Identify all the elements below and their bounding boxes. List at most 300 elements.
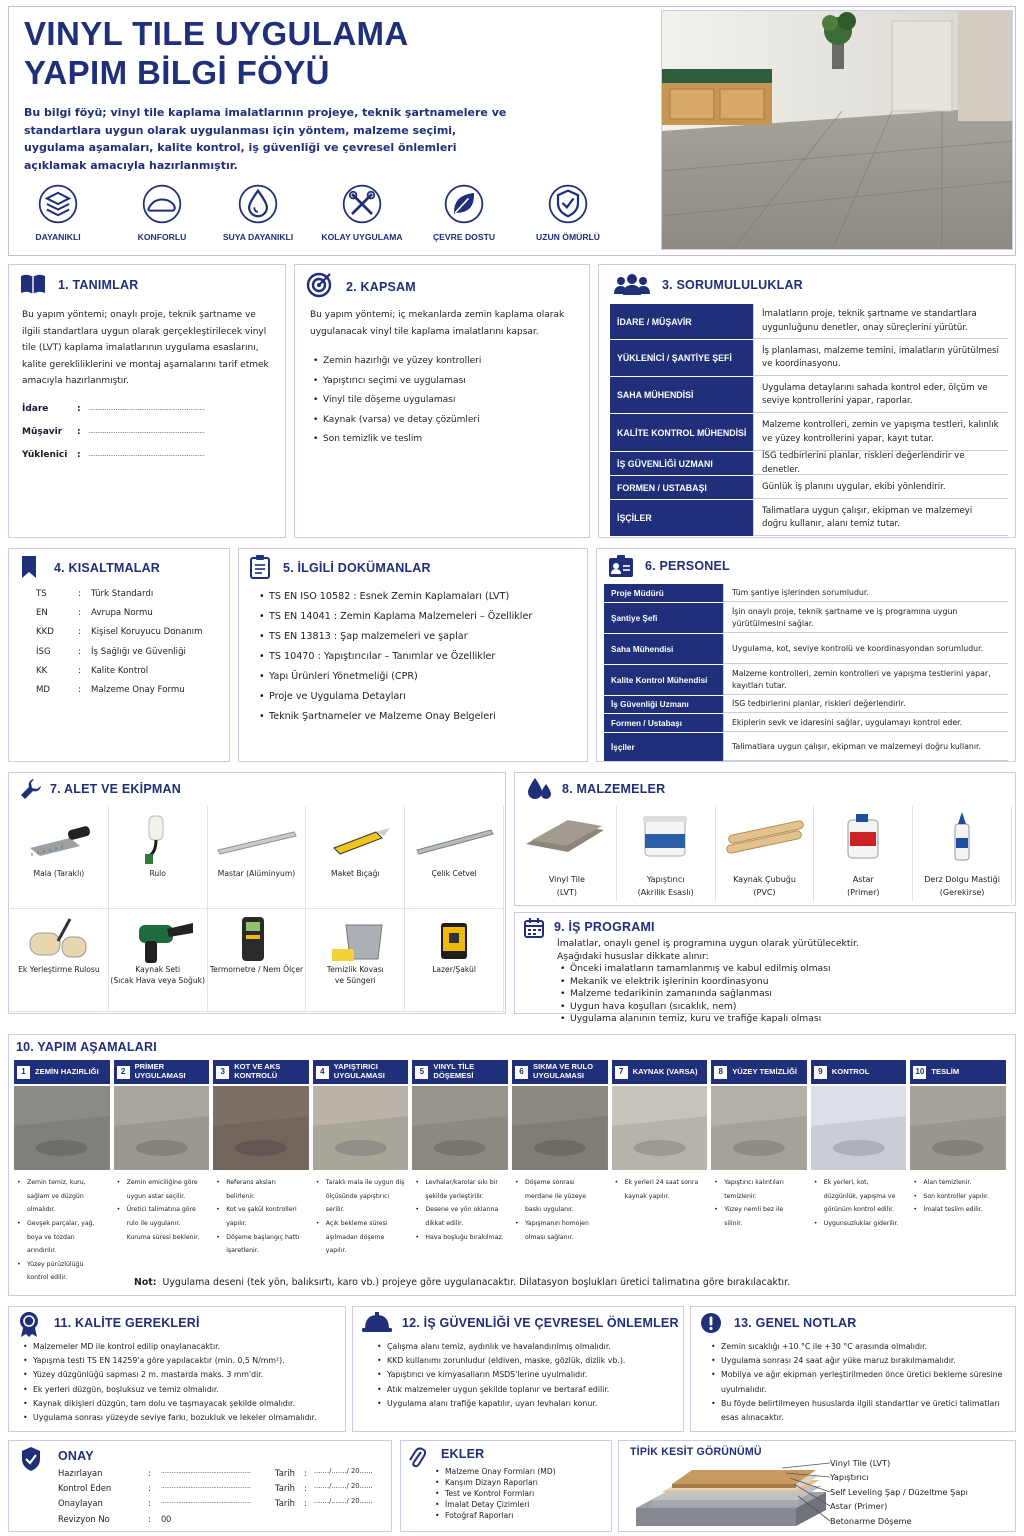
step-bullet: • Taraklı mala ile uygun diş ölçüsünde yapıştırıcı serilir. <box>315 1176 405 1217</box>
step-number: 9 <box>814 1066 827 1079</box>
step-header <box>910 1060 1006 1084</box>
list-item: • Teknik Şartnameler ve Malzeme Onay Belgeleri <box>258 707 582 727</box>
section-sorumluluklar-title: 3. SORUMULULUKLAR <box>662 278 803 292</box>
section-kapsam-text: Bu yapım yöntemi; iç mekanlarda zemin kaplama olarak uygulanacak vinyl tile kaplama imalatlarını kapsar. <box>310 310 565 337</box>
list-item: • Malzeme Onay Formları (MD) <box>434 1466 608 1477</box>
tool-image <box>10 911 108 967</box>
intro-text: Bu bilgi föyü; vinyl tile kaplama imalatlarının projeye, teknik şartnamelere ve standartlara uygun olarak uygulanması için yöntem, malzeme seçimi, uygulama aşamaları, kalite kontrol, iş güvenliği ve çevresel önlemleri açıklamak amacıyla hazırlanmıştır. <box>24 106 507 172</box>
abbr-value: İş Sağlığı ve Güvenliği <box>91 646 186 657</box>
list-item: • Uygulama alanı trafiğe kapatılır, uyarı levhaları konur. <box>376 1397 676 1411</box>
step-image <box>512 1086 608 1170</box>
tool-label: Temizlik Kovası <box>326 965 384 974</box>
row-value: Malzeme kontrolleri, zemin kontrolleri ve yapışma testlerini yapar, kayıtları tutar. <box>732 668 991 690</box>
list-item: • Malzeme tedarikinin zamanında sağlanması <box>559 988 1009 1001</box>
step-bullet: • Ek yerleri 24 saat sonra kaynak yapılır. <box>614 1176 704 1203</box>
onay-date-sep: : <box>304 1483 307 1494</box>
onay-label: Hazırlayan <box>58 1468 103 1478</box>
step-bullet: • Gevşek parçalar, yağ, boya ve tozdan arındırılır. <box>16 1217 106 1258</box>
tool-label: Termometre / Nem Ölçer <box>209 965 304 974</box>
list-item: • TS 10470 : Yapıştırıcılar – Tanımlar ve Özellikler <box>258 647 582 667</box>
list-item: • Yapıştırıcı ve kimyasalların MSDS'lerine uyulmalıdır. <box>376 1368 676 1382</box>
list-item: • Zemin sıcaklığı +10 °C ile +30 °C arasında olmalıdır. <box>710 1340 1010 1354</box>
abbr-key: MD <box>36 685 51 695</box>
tool-cell <box>109 806 208 909</box>
field-separator: : <box>77 450 81 460</box>
section-kisaltmalar-title: 4. KISALTMALAR <box>54 561 161 575</box>
step-bullet: • Desene ve yön oklarına dikkat edilir. <box>414 1203 504 1230</box>
tool-cell <box>306 909 405 1012</box>
section-kesit-title: TİPİK KESİT GÖRÜNÜMÜ <box>630 1446 762 1458</box>
is-guvenligi-list <box>376 1340 676 1411</box>
alert-icon <box>700 1312 722 1338</box>
section-tanimlar-title: 1. TANIMLAR <box>58 278 139 292</box>
step-number: 5 <box>415 1066 428 1079</box>
list-item: • Kaynak (varsa) ve detay çözümleri <box>312 411 582 431</box>
row-value: Malzeme kontrolleri, zemin ve yapışma testleri, kalınlık ve yüzey kontrollerini yapar, kayıt tutar. <box>762 420 999 444</box>
onay-sep: : <box>148 1483 151 1494</box>
abbr-value: Kişisel Koruyucu Donanım <box>91 627 203 638</box>
list-item: • KKD kullanımı zorunludur (eldiven, maske, gözlük, dizlik vb.). <box>376 1354 676 1368</box>
material-sublabel: (PVC) <box>753 887 776 897</box>
documents-list <box>258 587 582 727</box>
step-bullets <box>215 1176 305 1258</box>
field-value: ................................................................ <box>88 404 205 412</box>
step-bullets <box>713 1176 803 1231</box>
section-tanimlar <box>8 264 286 538</box>
step-bullets <box>414 1176 504 1244</box>
step-bullets <box>614 1176 704 1203</box>
table-row <box>604 665 1008 695</box>
abbreviations-list <box>36 588 226 708</box>
tool-cell <box>208 909 307 1012</box>
abbr-sep: : <box>78 685 81 695</box>
section-onay-title: ONAY <box>58 1449 94 1463</box>
list-item: • Fotoğraf Raporları <box>434 1510 608 1521</box>
step-bullet: • Üretici talimatına göre rulo ile uygulanır. Kuruma süresi beklenir. <box>116 1203 206 1244</box>
row-key: İŞ GÜVENLİĞİ UZMANI <box>610 452 754 475</box>
step-number: 10 <box>913 1066 926 1079</box>
section-alet-title: 7. ALET VE EKİPMAN <box>50 782 181 796</box>
material-label-block <box>617 874 715 900</box>
tool-image <box>208 808 306 864</box>
step-bullet: • Yüzey nemli bez ile silinir. <box>713 1203 803 1230</box>
step-image <box>313 1086 409 1170</box>
table-row <box>604 733 1008 761</box>
step-header <box>711 1060 807 1084</box>
step-bullet: • Levhalar/karolar sıkı bir şekilde yerleştirilir. <box>414 1176 504 1203</box>
field-label: Yüklenici <box>22 450 68 460</box>
material-label: Kaynak Çubuğu <box>733 875 796 884</box>
tool-image <box>208 911 306 967</box>
onay-value: 00 <box>161 1513 172 1524</box>
list-item: • Önceki imalatların tamamlanmış ve kabul edilmiş olması <box>559 963 1009 976</box>
abbr-sep: : <box>78 665 81 676</box>
step-header <box>313 1060 409 1084</box>
step-bullet: • Hava boşluğu bırakılmaz. <box>414 1231 504 1245</box>
onay-sep: : <box>148 1468 151 1478</box>
material-image <box>913 810 1011 866</box>
step-title: KOT VE AKS KONTROLÜ <box>234 1062 281 1080</box>
tool-label-block <box>208 964 306 975</box>
materials-grid <box>518 806 1012 902</box>
table-row <box>604 584 1008 602</box>
abbr-value: Avrupa Normu <box>91 608 153 619</box>
abbr-sep: : <box>78 627 81 638</box>
feature-label: UZUN ÖMÜRLÜ <box>536 232 600 242</box>
tool-cell <box>405 909 504 1012</box>
tool-image <box>405 808 503 864</box>
row-value: Talimatlara uygun çalışır, ekipman ve malzemeyi doğru kullanır, alanı temiz tutar. <box>762 505 973 529</box>
material-label: Astar <box>852 875 874 884</box>
step-bullet: • Ek yerleri, kot, düzgünlük, yapışma ve görünüm kontrol edilir. <box>813 1176 903 1217</box>
field-label: İdare <box>22 404 49 414</box>
material-cell <box>913 806 1012 902</box>
step-header <box>213 1060 309 1084</box>
step-number: 2 <box>117 1066 130 1079</box>
material-image <box>617 810 715 866</box>
onay-label: Kontrol Eden <box>58 1483 112 1494</box>
tool-label-block <box>109 964 207 986</box>
step-title: SIKMA VE RULO UYGULAMASI <box>533 1062 594 1080</box>
abbr-key: KK <box>36 665 48 676</box>
tool-label: Mastar (Alüminyum) <box>217 869 296 878</box>
stamp-icon <box>20 1446 42 1476</box>
step-bullets <box>912 1176 1002 1217</box>
step-bullet: • Yapıştırıcı kalıntıları temizlenir. <box>713 1176 803 1203</box>
row-key: İŞÇİLER <box>610 500 754 536</box>
tool-cell <box>10 909 109 1012</box>
row-key: Şantiye Şefi <box>604 603 724 633</box>
feature-icons <box>20 184 630 248</box>
list-item: • Yapı Ürünleri Yönetmeliği (CPR) <box>258 667 582 687</box>
material-image <box>518 810 616 866</box>
field-separator: : <box>77 404 81 414</box>
table-row <box>610 377 1008 413</box>
step-image <box>711 1086 807 1170</box>
table-row <box>610 340 1008 376</box>
award-icon <box>18 1311 40 1341</box>
onay-value: .................................................... <box>161 1482 252 1491</box>
step-image <box>612 1086 708 1170</box>
field-separator: : <box>77 427 81 437</box>
step-number: 8 <box>714 1066 727 1079</box>
list-item: • TS EN 13813 : Şap malzemeleri ve şaplar <box>258 627 582 647</box>
list-item: • Uygulama alanının temiz, kuru ve trafiğe kapalı olması <box>559 1013 1009 1026</box>
steps-strip <box>14 1060 1010 1282</box>
page-title <box>24 14 409 92</box>
list-item: • Uygulama sonrası 24 saat ağır yüke maruz bırakılmamalıdır. <box>710 1354 1010 1368</box>
ekler-list <box>434 1466 608 1521</box>
row-key: YÜKLENİCİ / ŞANTİYE ŞEFİ <box>610 340 754 376</box>
onay-sep: : <box>148 1513 151 1524</box>
tools-icon <box>342 184 382 224</box>
tool-image <box>405 911 503 967</box>
list-item: • Mobilya ve ağır ekipman yerleştirilmeden önce üretici bekleme süresine uyulmalıdır. <box>710 1368 1010 1396</box>
note-text: Uygulama deseni (tek yön, balıksırtı, karo vb.) projeye göre uygulanacaktır. Dilatasyon boşlukları üretici talimatına göre bırakılacaktır. <box>162 1277 791 1288</box>
step-header <box>811 1060 907 1084</box>
material-label-block <box>518 874 616 900</box>
row-key: Saha Mühendisi <box>604 634 724 664</box>
row-value: Günlük iş planını uygular, ekibi yönlendirir. <box>762 481 946 492</box>
table-row <box>610 304 1008 339</box>
kesit-layer-label: Vinyl Tile (LVT) <box>830 1458 891 1468</box>
onay-date-sep: : <box>304 1498 307 1509</box>
header-photo <box>661 10 1013 250</box>
section-genel-notlar-title: 13. GENEL NOTLAR <box>734 1316 857 1330</box>
material-label: Vinyl Tile <box>548 875 585 884</box>
row-key: SAHA MÜHENDİSİ <box>610 377 754 413</box>
material-label-block <box>716 874 814 900</box>
step-bullet: • Son kontroller yapılır. <box>912 1190 1002 1204</box>
row-key: İşçiler <box>604 733 724 761</box>
paperclip-icon <box>408 1446 426 1474</box>
material-sublabel: (Akrilik Esaslı) <box>637 887 694 897</box>
list-item: • Uygulama sonrası yüzeyde seviye farkı, bozukluk ve lekeler olmamalıdır. <box>22 1411 342 1425</box>
step-bullets <box>16 1176 106 1285</box>
step-bullet: • Zemin temiz, kuru, sağlam ve düzgün olmalıdır. <box>16 1176 106 1217</box>
section-dokumanlar-title: 5. İLGİLİ DOKÜMANLAR <box>283 561 431 575</box>
tool-image <box>109 911 207 967</box>
drops-icon <box>526 776 552 804</box>
material-cell <box>617 806 716 902</box>
note-label: Not: <box>134 1277 157 1288</box>
list-item: • Vinyl tile döşeme uygulaması <box>312 391 582 411</box>
step-bullet: • Yüzey pürüzlülüğü kontrol edilir. <box>16 1258 106 1285</box>
section-tanimlar-text: Bu yapım yöntemi; onaylı proje, teknik şartname ve ilgili standartlara uygun olarak gerçekleştirilecek vinyl tile (LVT) kaplama imalatlarının uygulama esaslarını, kalite gerekliliklerini ve montaj aşamalarını tarif etmek amacıyla hazırlanmıştır. <box>22 310 269 386</box>
step-number: 1 <box>17 1066 30 1079</box>
step-bullet: • Alan temizlenir. <box>912 1176 1002 1190</box>
material-cell <box>716 806 815 902</box>
material-cell <box>814 806 913 902</box>
row-value: İSG tedbirlerini planlar, riskleri değerlendirir. <box>732 699 906 709</box>
material-label: Yapıştırıcı <box>646 875 685 884</box>
tool-label-block <box>405 868 503 879</box>
row-value: Uygulama, kot, seviye kontrolü ve koordinasyondan sorumludur. <box>732 643 984 653</box>
tool-label: Ek Yerleştirme Rulosu <box>18 965 100 974</box>
step-image <box>412 1086 508 1170</box>
tool-sublabel: (Sıcak Hava veya Soğuk) <box>110 976 206 985</box>
section-is-guvenligi-title: 12. İŞ GÜVENLİĞİ VE ÇEVRESEL ÖNLEMLER <box>402 1316 679 1330</box>
step-bullet: • Referans aksları belirlenir. <box>215 1176 305 1203</box>
id-card-icon <box>608 554 634 582</box>
responsibilities-table <box>610 304 1008 532</box>
material-label: Derz Dolgu Mastiği <box>924 875 1000 884</box>
section-malzemeler-title: 8. MALZEMELER <box>562 782 666 796</box>
onay-date: ......./......./ 20...... <box>314 1467 373 1475</box>
kesit-leader-lines <box>780 1456 832 1528</box>
list-item: • Uygun hava koşulları (sıcaklık, nem) <box>559 1001 1009 1014</box>
step-bullet: • Açık bekleme süresi aşılmadan döşeme yapılır. <box>315 1217 405 1258</box>
steps-note <box>134 1277 790 1288</box>
table-row <box>610 452 1008 475</box>
list-item: • Son temizlik ve teslim <box>312 430 582 450</box>
step-number: 6 <box>515 1066 528 1079</box>
tool-cell <box>306 806 405 909</box>
feature-label: ÇEVRE DOSTU <box>432 232 496 242</box>
section-kapsam-title: 2. KAPSAM <box>346 280 416 294</box>
row-value: İşin onaylı proje, teknik şartname ve iş programına uygun yürütülmesini sağlar. <box>732 606 958 628</box>
is-programi-list <box>559 963 1009 1026</box>
abbr-sep: : <box>78 589 81 599</box>
is-programi-line1: İmalatlar, onaylı genel iş programına uygun olarak yürütülecektir. <box>557 938 859 949</box>
abbr-value: Türk Standardı <box>91 589 154 599</box>
step-title: YÜZEY TEMİZLİĞİ <box>732 1066 798 1076</box>
step-number: 4 <box>316 1066 329 1079</box>
step-header <box>14 1060 110 1084</box>
abbr-key: TS <box>36 589 47 599</box>
step-bullet: • Uygunsuzluklar giderilir. <box>813 1217 903 1231</box>
tool-image <box>306 808 404 864</box>
page-title-line2: YAPIM BİLGİ FÖYÜ <box>24 54 330 91</box>
bookmark-icon <box>22 556 36 582</box>
table-row <box>610 476 1008 499</box>
step-header <box>412 1060 508 1084</box>
step-header <box>612 1060 708 1084</box>
step-bullet: • Yapışmanın homojen olması sağlanır. <box>514 1217 604 1244</box>
layers-icon <box>38 184 78 224</box>
helmet-icon <box>362 1312 392 1338</box>
field-label: Müşavir <box>22 427 63 437</box>
feature-label: KONFORLU <box>137 232 187 242</box>
step-title: YAPIŞTIRICI UYGULAMASI <box>333 1062 385 1080</box>
page-title-line1: VINYL TILE UYGULAMA <box>24 15 409 52</box>
feature-label: DAYANIKLI <box>35 232 81 242</box>
list-item: • Test ve Kontrol Formları <box>434 1488 608 1499</box>
section-is-programi-title: 9. İŞ PROGRAMI <box>554 920 655 934</box>
wrench-icon <box>20 778 42 804</box>
material-image <box>814 810 912 866</box>
list-item: • Yapıştırıcı seçimi ve uygulaması <box>312 372 582 392</box>
field-value: ................................................................ <box>88 450 205 458</box>
material-sublabel: (LVT) <box>556 887 577 897</box>
tool-label-block <box>10 964 108 975</box>
table-row <box>610 500 1008 536</box>
row-value: İş planlaması, malzeme temini, imalatların yürütülmesi ve koordinasyonu. <box>762 345 999 369</box>
signature-fields <box>22 404 276 484</box>
list-item: • Yüzey düzgünlüğü sapması 2 m. mastarda maks. 3 mm'dir. <box>22 1368 342 1382</box>
clipboard-icon <box>250 555 270 583</box>
step-image <box>910 1086 1006 1170</box>
onay-value: .................................................... <box>161 1467 252 1475</box>
step-image <box>114 1086 210 1170</box>
row-key: Proje Müdürü <box>604 584 724 602</box>
abbr-key: İSG <box>36 646 51 657</box>
row-key: FORMEN / USTABAŞI <box>610 476 754 499</box>
abbr-sep: : <box>78 608 81 619</box>
field-value: ................................................................ <box>88 427 205 435</box>
tool-image <box>109 808 207 864</box>
onay-label: Onaylayan <box>58 1498 103 1509</box>
target-icon <box>306 272 332 302</box>
section-ekler-title: EKLER <box>441 1447 485 1461</box>
onay-value: .................................................... <box>161 1497 252 1506</box>
material-label-block <box>814 874 912 900</box>
row-key: Formen / Ustabaşı <box>604 714 724 732</box>
tool-cell <box>109 909 208 1012</box>
list-item: • Kanşım Dizayn Raporları <box>434 1477 608 1488</box>
step-header <box>114 1060 210 1084</box>
step-title: ZEMİN HAZIRLIĞI <box>35 1066 99 1076</box>
onay-date: ......./......./ 20...... <box>314 1497 373 1506</box>
onay-fields <box>58 1467 388 1529</box>
kesit-layer-label: Astar (Primer) <box>830 1501 888 1512</box>
step-number: 3 <box>216 1066 229 1079</box>
list-item: • Mekanik ve elektrik işlerinin koordinasyonu <box>559 976 1009 989</box>
section-personel-title: 6. PERSONEL <box>645 559 730 573</box>
abbr-value: Kalite Kontrol <box>91 665 149 676</box>
tools-grid <box>10 806 504 1012</box>
material-label-block <box>913 874 1011 900</box>
table-row <box>604 714 1008 732</box>
table-row <box>610 414 1008 451</box>
step-title: TESLİM <box>931 1066 960 1076</box>
tool-label-block <box>405 964 503 975</box>
step-bullet: • Zemin emiciliğine göre uygun astar seçilir. <box>116 1176 206 1203</box>
tool-label-block <box>306 868 404 879</box>
abbr-value: Malzeme Onay Formu <box>91 685 185 695</box>
tool-image <box>10 808 108 864</box>
section-kapsam-list <box>312 352 582 450</box>
section-kalite-title: 11. KALİTE GEREKLERİ <box>54 1316 200 1330</box>
row-key: Kalite Kontrol Mühendisi <box>604 665 724 695</box>
list-item: • Yapışma testi TS EN 14259'a göre yapılacaktır (min. 0,5 N/mm²). <box>22 1354 342 1368</box>
material-sublabel: (Gerekirse) <box>939 887 985 897</box>
personnel-table <box>604 584 1008 758</box>
list-item: • Malzemeler MD ile kontrol edilip onaylanacaktır. <box>22 1340 342 1354</box>
tool-cell <box>405 806 504 909</box>
step-bullets <box>116 1176 206 1244</box>
step-bullets <box>514 1176 604 1244</box>
list-item: • Zemin hazırlığı ve yüzey kontrolleri <box>312 352 582 372</box>
list-item: • Proje ve Uygulama Detayları <box>258 687 582 707</box>
row-key: KALİTE KONTROL MÜHENDİSİ <box>610 414 754 451</box>
step-bullet: • Döşeme sonrası merdane ile yüzeye baskı uygulanır. <box>514 1176 604 1217</box>
kesit-layer-labels <box>830 1458 1010 1530</box>
list-item: • Atık malzemeler uygun şekilde toplanır ve bertaraf edilir. <box>376 1383 676 1397</box>
row-key: İDARE / MÜŞAVİR <box>610 304 754 339</box>
material-sublabel: (Primer) <box>847 887 880 897</box>
onay-date-label: Tarih <box>275 1483 295 1494</box>
onay-date-label: Tarih <box>275 1468 295 1478</box>
list-item: • Bu föyde belirtilmeyen hususlarda ilgili standartlar ve üretici talimatları esas alınacaktır. <box>710 1397 1010 1425</box>
tool-label: Kaynak Seti <box>135 965 181 974</box>
list-item: • İmalat Detay Çizimleri <box>434 1499 608 1510</box>
step-bullet: • Döşeme başlangıç hattı işaretlenir. <box>215 1231 305 1258</box>
step-image <box>213 1086 309 1170</box>
tool-cell <box>10 806 109 909</box>
kesit-layer-label: Betonarme Döşeme <box>830 1515 912 1526</box>
list-item: • TS EN ISO 10582 : Esnek Zemin Kaplamaları (LVT) <box>258 587 582 607</box>
abbr-sep: : <box>78 646 81 657</box>
step-bullets <box>315 1176 405 1258</box>
tool-label-block <box>109 868 207 879</box>
feature-label: SUYA DAYANIKLI <box>222 232 294 242</box>
table-row <box>604 696 1008 713</box>
tool-sublabel: ve Süngeri <box>334 976 376 985</box>
people-icon <box>614 273 650 299</box>
slipper-icon <box>142 184 182 224</box>
step-title: PRİMER UYGULAMASI <box>134 1062 186 1080</box>
material-cell <box>518 806 617 902</box>
tool-label-block <box>10 868 108 879</box>
abbr-key: EN <box>36 608 48 619</box>
abbr-key: KKD <box>36 627 54 638</box>
tool-label-block <box>208 868 306 879</box>
tool-label: Lazer/Şakül <box>432 965 476 974</box>
step-title: KAYNAK (VARSA) <box>632 1066 698 1076</box>
step-bullet: • Kot ve şakül kontrolleri yapılır. <box>215 1203 305 1230</box>
step-header <box>512 1060 608 1084</box>
